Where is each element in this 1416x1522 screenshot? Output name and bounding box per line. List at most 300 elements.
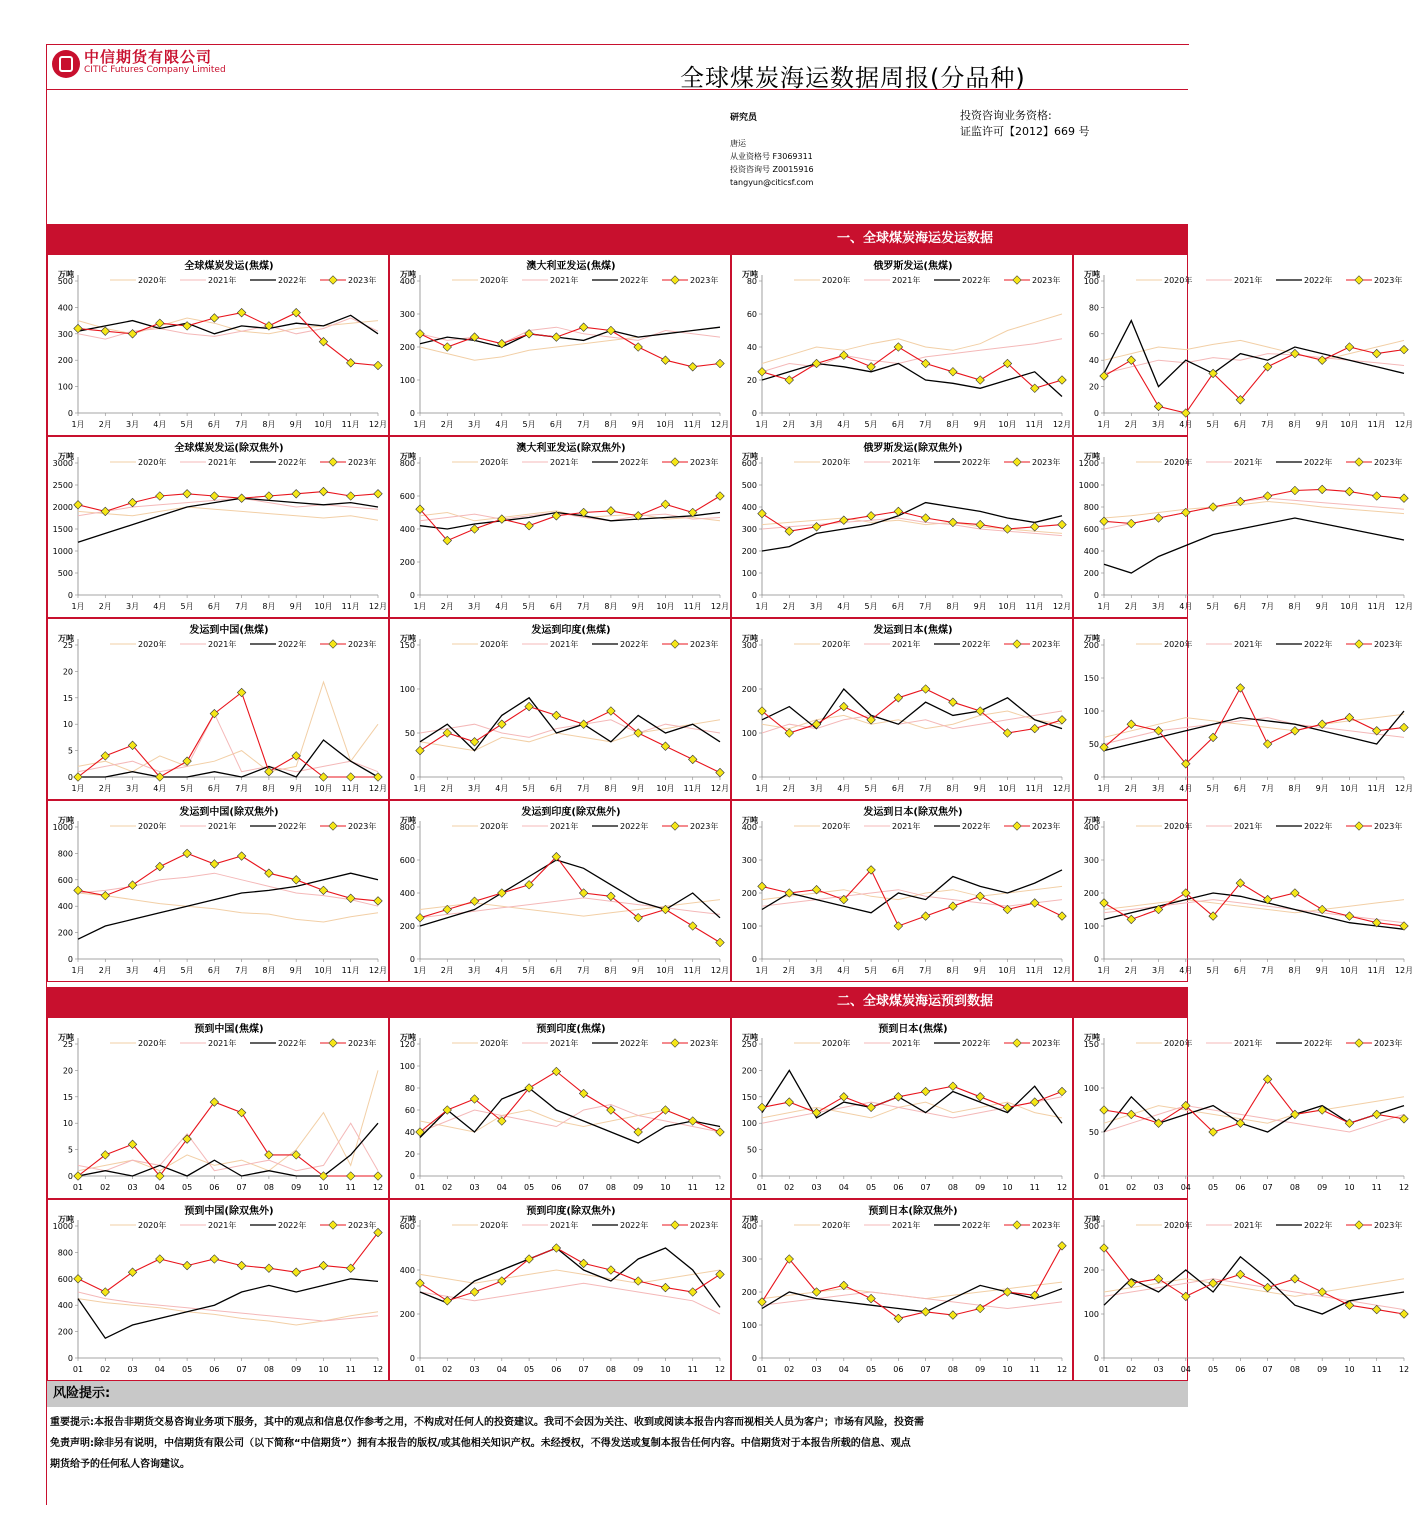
data-point-2023 [346,1172,354,1180]
x-tick-label: 12月 [368,420,388,429]
x-tick-label: 7月 [577,966,591,975]
x-tick-label: 1月 [71,602,85,611]
x-tick-label: 9月 [631,420,645,429]
legend-label: 2021年 [1234,1039,1263,1048]
y-tick-label: 400 [399,889,415,898]
y-tick-label: 25 [62,641,73,650]
x-tick-label: 04 [838,1183,849,1192]
x-tick-label: 4月 [153,420,167,429]
data-point-2023 [128,498,136,506]
disclaimer-line-1: 重要提示:本报告非期货交易咨询业务项下服务，其中的观点和信息仅作参考之用，不构成对任何人的投资建议。我司不会因为关注、收到或阅读本报告内容而视相关人员为客户；市场有风险，投资需 [50,1417,924,1428]
data-point-2023 [183,322,191,330]
y-tick-label: 100 [1083,707,1099,716]
data-point-2023 [1182,409,1190,417]
x-tick-label: 02 [100,1365,111,1374]
y-tick-label: 100 [399,685,415,694]
y-tick-label: 0 [67,1354,73,1363]
legend-label: 2021年 [550,1221,579,1230]
legend-label: 2022年 [620,1221,649,1230]
x-tick-label: 8月 [262,966,276,975]
data-point-2023 [867,1103,875,1111]
data-point-2023 [976,892,984,900]
chart-title: 发运到日本(除双焦外) [863,807,963,818]
x-tick-label: 12 [1398,1183,1410,1192]
data-point-2023 [921,1308,929,1316]
y-tick-label: 300 [741,1255,757,1264]
y-tick-label: 200 [741,889,757,898]
y-tick-label: 50 [746,1145,757,1155]
data-point-2023 [785,1098,793,1106]
data-point-2023 [525,521,533,529]
y-tick-label: 100 [1083,1310,1099,1319]
y-tick-label: 50 [404,729,415,738]
data-point-2023 [374,773,382,781]
data-point-2023 [552,711,560,719]
series-line-2021年 [420,1283,720,1314]
data-point-2023 [416,330,424,338]
chart-title: 俄罗斯发运(焦煤) [873,261,953,272]
y-axis-unit: 万吨 [742,816,758,825]
x-tick-label: 6月 [1233,420,1247,429]
y-tick-label: 100 [741,569,757,578]
x-tick-label: 06 [1235,1183,1246,1192]
x-tick-label: 01 [1098,1183,1110,1192]
data-point-2023 [346,894,354,902]
y-tick-label: 600 [399,1222,415,1231]
legend-label: 2022年 [962,276,991,285]
x-tick-label: 7月 [577,602,591,611]
legend-label: 2020年 [1164,640,1193,649]
x-tick-label: 07 [1262,1365,1273,1374]
data-point-2023 [525,702,533,710]
x-tick-label: 12月 [1052,602,1072,611]
data-point-2023 [374,490,382,498]
y-tick-label: 500 [57,569,73,578]
x-tick-label: 12月 [1394,784,1414,793]
x-tick-label: 09 [975,1183,986,1192]
qualification-info [960,108,1090,140]
data-point-2023 [1100,899,1108,907]
data-point-2023 [1030,1098,1038,1106]
legend-label: 2021年 [892,1039,921,1048]
y-tick-label: 200 [57,928,73,938]
data-point-2023 [416,1279,424,1287]
data-point-2023 [1030,899,1038,907]
x-tick-label: 7月 [235,602,249,611]
x-tick-label: 08 [605,1183,617,1192]
x-tick-label: 12 [1056,1183,1068,1192]
x-tick-label: 10月 [1340,602,1359,611]
y-tick-label: 40 [1088,356,1099,366]
y-tick-label: 0 [1093,773,1099,782]
x-tick-label: 12月 [1394,420,1414,429]
y-tick-label: 5 [67,746,73,756]
y-tick-label: 300 [1083,856,1099,865]
y-tick-label: 300 [1083,1222,1099,1231]
x-tick-label: 3月 [809,602,824,611]
x-tick-label: 01 [756,1365,768,1374]
x-tick-label: 11月 [1367,602,1386,611]
x-tick-label: 9月 [1315,602,1329,611]
x-tick-label: 4月 [1179,602,1193,611]
x-tick-label: 10月 [656,602,675,611]
legend-label: 2023年 [1374,1039,1403,1048]
data-point-2023 [785,376,793,384]
x-tick-label: 2月 [1124,420,1138,429]
x-tick-label: 3月 [125,784,140,793]
x-tick-label: 02 [784,1365,795,1374]
x-tick-label: 4月 [495,602,509,611]
x-tick-label: 07 [1262,1183,1273,1192]
legend-label: 2022年 [1304,458,1333,467]
x-tick-label: 8月 [1288,420,1302,429]
data-point-2023 [1372,1110,1380,1118]
data-point-2023 [1209,503,1217,511]
legend-marker [1355,458,1363,466]
data-point-2023 [101,1288,109,1296]
legend-label: 2022年 [620,1039,649,1048]
data-point-2023 [319,886,327,894]
data-point-2023 [237,688,245,696]
analyst-email[interactable]: tangyun@citicsf.com [730,178,814,187]
legend-label: 2022年 [278,640,307,649]
x-tick-label: 6月 [549,784,563,793]
x-tick-label: 9月 [289,602,303,611]
legend-label: 2022年 [1304,1039,1333,1048]
series-line-2022年 [420,860,720,926]
legend-marker [1355,1221,1363,1229]
y-tick-label: 200 [741,1288,757,1297]
legend-label: 2020年 [138,458,167,467]
x-tick-label: 02 [1126,1365,1137,1374]
x-tick-label: 3月 [1151,420,1166,429]
x-tick-label: 1月 [1097,784,1111,793]
y-tick-label: 15 [62,1092,73,1102]
y-tick-label: 0 [1093,955,1099,964]
x-tick-label: 10 [1002,1183,1013,1192]
chart-title: 澳大利亚发运(除双焦外) [516,443,626,454]
chart-title: 预到印度(焦煤) [536,1024,606,1035]
y-tick-label: 0 [1093,1172,1099,1181]
chart-svg [48,801,390,983]
y-tick-label: 0 [1093,1354,1099,1363]
y-tick-label: 400 [57,1301,73,1311]
x-tick-label: 9月 [973,602,987,611]
x-tick-label: 01 [414,1183,426,1192]
x-tick-label: 11月 [683,966,702,975]
x-tick-label: 10月 [314,966,333,975]
x-tick-label: 11月 [1367,784,1386,793]
x-tick-label: 07 [236,1365,247,1374]
legend-marker [1013,1221,1021,1229]
x-tick-label: 09 [1317,1365,1328,1374]
x-tick-label: 8月 [604,966,618,975]
data-point-2023 [1058,520,1066,528]
legend-marker [1013,276,1021,284]
data-point-2023 [661,500,669,508]
y-tick-label: 300 [399,310,415,319]
data-point-2023 [128,1268,136,1276]
series-line-2023年 [1104,1248,1404,1314]
data-point-2023 [1236,1119,1244,1127]
data-point-2023 [156,1255,164,1263]
series-line-2020年 [78,682,378,772]
chart-svg [390,255,732,437]
legend-label: 2022年 [962,640,991,649]
y-axis-unit: 万吨 [400,634,416,643]
chart-svg [1074,1018,1416,1200]
data-point-2023 [101,327,109,335]
x-tick-label: 4月 [153,602,167,611]
x-tick-label: 10月 [1340,966,1359,975]
x-tick-label: 5月 [864,602,878,611]
legend-label: 2020年 [138,1221,167,1230]
series-line-2022年 [1104,321,1404,387]
legend-label: 2022年 [278,1221,307,1230]
y-tick-label: 60 [404,1106,415,1115]
data-point-2023 [1154,402,1162,410]
chart-svg [1074,1200,1416,1382]
legend-marker [671,1221,679,1229]
legend-label: 2023年 [1374,640,1403,649]
x-tick-label: 4月 [1179,966,1193,975]
data-point-2023 [156,319,164,327]
x-tick-label: 1月 [71,966,85,975]
data-point-2023 [716,768,724,776]
x-tick-label: 2月 [440,602,454,611]
data-point-2023 [976,376,984,384]
y-tick-label: 0 [67,1172,73,1181]
x-tick-label: 9月 [289,784,303,793]
chart-panel-24 [1073,1199,1410,1381]
series-line-2021年 [420,327,720,344]
y-tick-label: 1200 [1078,459,1099,468]
x-tick-label: 6月 [207,420,221,429]
y-tick-label: 100 [1083,277,1099,286]
series-line-2020年 [1104,900,1404,913]
legend-label: 2022年 [962,1221,991,1230]
series-line-2022年 [78,1279,378,1338]
y-tick-label: 300 [741,641,757,650]
disclaimer [50,1412,1188,1475]
x-tick-label: 08 [947,1365,959,1374]
y-tick-label: 20 [62,1066,73,1076]
y-tick-label: 2000 [52,503,73,512]
legend-label: 2023年 [348,640,377,649]
data-point-2023 [976,1093,984,1101]
y-tick-label: 10 [62,720,73,730]
legend-label: 2023年 [1032,1039,1061,1048]
x-tick-label: 5月 [1206,966,1220,975]
legend-label: 2020年 [822,1039,851,1048]
x-tick-label: 04 [1180,1365,1191,1374]
legend-label: 2021年 [550,458,579,467]
data-point-2023 [1372,349,1380,357]
y-tick-label: 10 [62,1119,73,1129]
x-tick-label: 10月 [314,420,333,429]
data-point-2023 [1127,356,1135,364]
x-tick-label: 10 [660,1365,671,1374]
data-point-2023 [607,326,615,334]
data-point-2023 [1236,684,1244,692]
legend-label: 2020年 [138,276,167,285]
y-tick-label: 20 [1088,382,1099,392]
data-point-2023 [661,356,669,364]
legend-marker [671,640,679,648]
x-tick-label: 7月 [1261,602,1275,611]
x-tick-label: 4月 [1179,784,1193,793]
x-tick-label: 08 [263,1365,275,1374]
data-point-2023 [1263,740,1271,748]
data-point-2023 [74,324,82,332]
data-point-2023 [374,1172,382,1180]
y-tick-label: 0 [751,1354,757,1363]
y-tick-label: 0 [751,773,757,782]
x-tick-label: 7月 [235,420,249,429]
x-tick-label: 03 [1153,1365,1164,1374]
x-tick-label: 2月 [782,784,796,793]
y-tick-label: 0 [409,1354,415,1363]
x-tick-label: 1月 [1097,966,1111,975]
legend-label: 2020年 [138,1039,167,1048]
x-tick-label: 11 [1029,1183,1040,1192]
x-tick-label: 04 [154,1365,165,1374]
y-tick-label: 50 [1088,740,1099,749]
y-axis-unit: 万吨 [742,634,758,643]
x-tick-label: 11 [345,1365,356,1374]
y-axis-unit: 万吨 [58,1033,74,1042]
chart-panel-8 [1073,436,1414,618]
data-point-2023 [1291,889,1299,897]
legend-label: 2022年 [278,276,307,285]
data-point-2023 [265,1264,273,1272]
y-tick-label: 100 [741,1119,757,1129]
y-tick-label: 100 [399,376,415,385]
x-tick-label: 7月 [235,784,249,793]
x-tick-label: 2月 [440,420,454,429]
x-tick-label: 12 [714,1365,726,1374]
x-tick-label: 11月 [341,602,360,611]
chart-title: 发运到日本(焦煤) [873,625,953,636]
x-tick-label: 12月 [710,966,730,975]
x-tick-label: 04 [1180,1183,1191,1192]
y-tick-label: 200 [1083,1266,1099,1275]
x-tick-label: 06 [1235,1365,1246,1374]
legend-label: 2023年 [1374,1221,1403,1230]
data-point-2023 [976,520,984,528]
x-tick-label: 12 [1056,1365,1068,1374]
x-tick-label: 11 [1371,1183,1382,1192]
series-line-2020年 [420,720,720,751]
x-tick-label: 08 [263,1183,275,1192]
x-tick-label: 03 [127,1365,138,1374]
legend-marker [671,822,679,830]
x-tick-label: 2月 [1124,784,1138,793]
data-point-2023 [319,487,327,495]
y-axis-unit: 万吨 [58,452,74,461]
chart-svg [390,1200,732,1382]
chart-title: 发运到中国(焦煤) [189,625,269,636]
legend-label: 2021年 [892,458,921,467]
x-tick-label: 4月 [837,602,851,611]
data-point-2023 [949,902,957,910]
x-tick-label: 5月 [522,966,536,975]
y-tick-label: 0 [751,1172,757,1181]
disclaimer-line-2: 免责声明:除非另有说明，中信期货有限公司（以下简称“中信期货”）拥有本报告的版权/或其他相关知识产权。未经授权，不得发送或复制本报告任何内容。中信期货对于本报告所载的信息、观点 [50,1438,911,1449]
chart-panel-16 [1073,800,1414,982]
legend-marker [329,1039,337,1047]
data-point-2023 [210,1255,218,1263]
x-tick-label: 12月 [1052,420,1072,429]
x-tick-label: 1月 [755,784,769,793]
data-point-2023 [183,849,191,857]
chart-panel-7 [731,436,1073,618]
x-tick-label: 1月 [755,602,769,611]
legend-label: 2021年 [550,276,579,285]
chart-svg [732,801,1074,983]
x-tick-label: 7月 [577,420,591,429]
legend-label: 2022年 [620,822,649,831]
y-tick-label: 400 [741,503,757,512]
legend-label: 2021年 [550,640,579,649]
x-tick-label: 10月 [656,420,675,429]
legend-marker [671,276,679,284]
legend-label: 2020年 [822,1221,851,1230]
y-tick-label: 500 [741,481,757,490]
y-tick-label: 600 [741,459,757,468]
chart-title: 预到日本(除双焦外) [868,1206,958,1217]
chart-panel-15 [731,800,1073,982]
x-tick-label: 12月 [1394,966,1414,975]
data-point-2023 [265,1151,273,1159]
x-tick-label: 12月 [1052,784,1072,793]
chart-title: 全球煤炭发运(除双焦外) [174,443,284,454]
x-tick-label: 10月 [998,966,1017,975]
legend-label: 2020年 [480,822,509,831]
data-point-2023 [265,492,273,500]
data-point-2023 [1372,1305,1380,1313]
series-line-2022年 [420,1088,720,1143]
y-tick-label: 200 [741,685,757,694]
chart-title: 俄罗斯发运(除双焦外) [863,443,963,454]
x-tick-label: 6月 [549,966,563,975]
y-tick-label: 0 [409,1172,415,1181]
data-point-2023 [949,368,957,376]
y-tick-label: 0 [409,955,415,964]
data-point-2023 [237,852,245,860]
y-tick-label: 400 [57,902,73,912]
y-tick-label: 20 [746,376,757,385]
series-line-2023年 [78,1102,378,1176]
x-tick-label: 8月 [1288,784,1302,793]
x-tick-label: 7月 [1261,784,1275,793]
legend-label: 2020年 [480,1221,509,1230]
data-point-2023 [1291,486,1299,494]
legend-label: 2022年 [962,458,991,467]
x-tick-label: 8月 [262,420,276,429]
chart-panel-17 [47,1017,389,1199]
x-tick-label: 11月 [341,420,360,429]
data-point-2023 [237,308,245,316]
data-point-2023 [470,897,478,905]
legend-label: 2021年 [208,276,237,285]
legend-label: 2023年 [690,458,719,467]
x-tick-label: 3月 [125,602,140,611]
x-tick-label: 03 [127,1183,138,1192]
legend-label: 2023年 [1032,458,1061,467]
series-line-2021年 [1104,900,1404,923]
series-line-2020年 [1104,502,1404,519]
